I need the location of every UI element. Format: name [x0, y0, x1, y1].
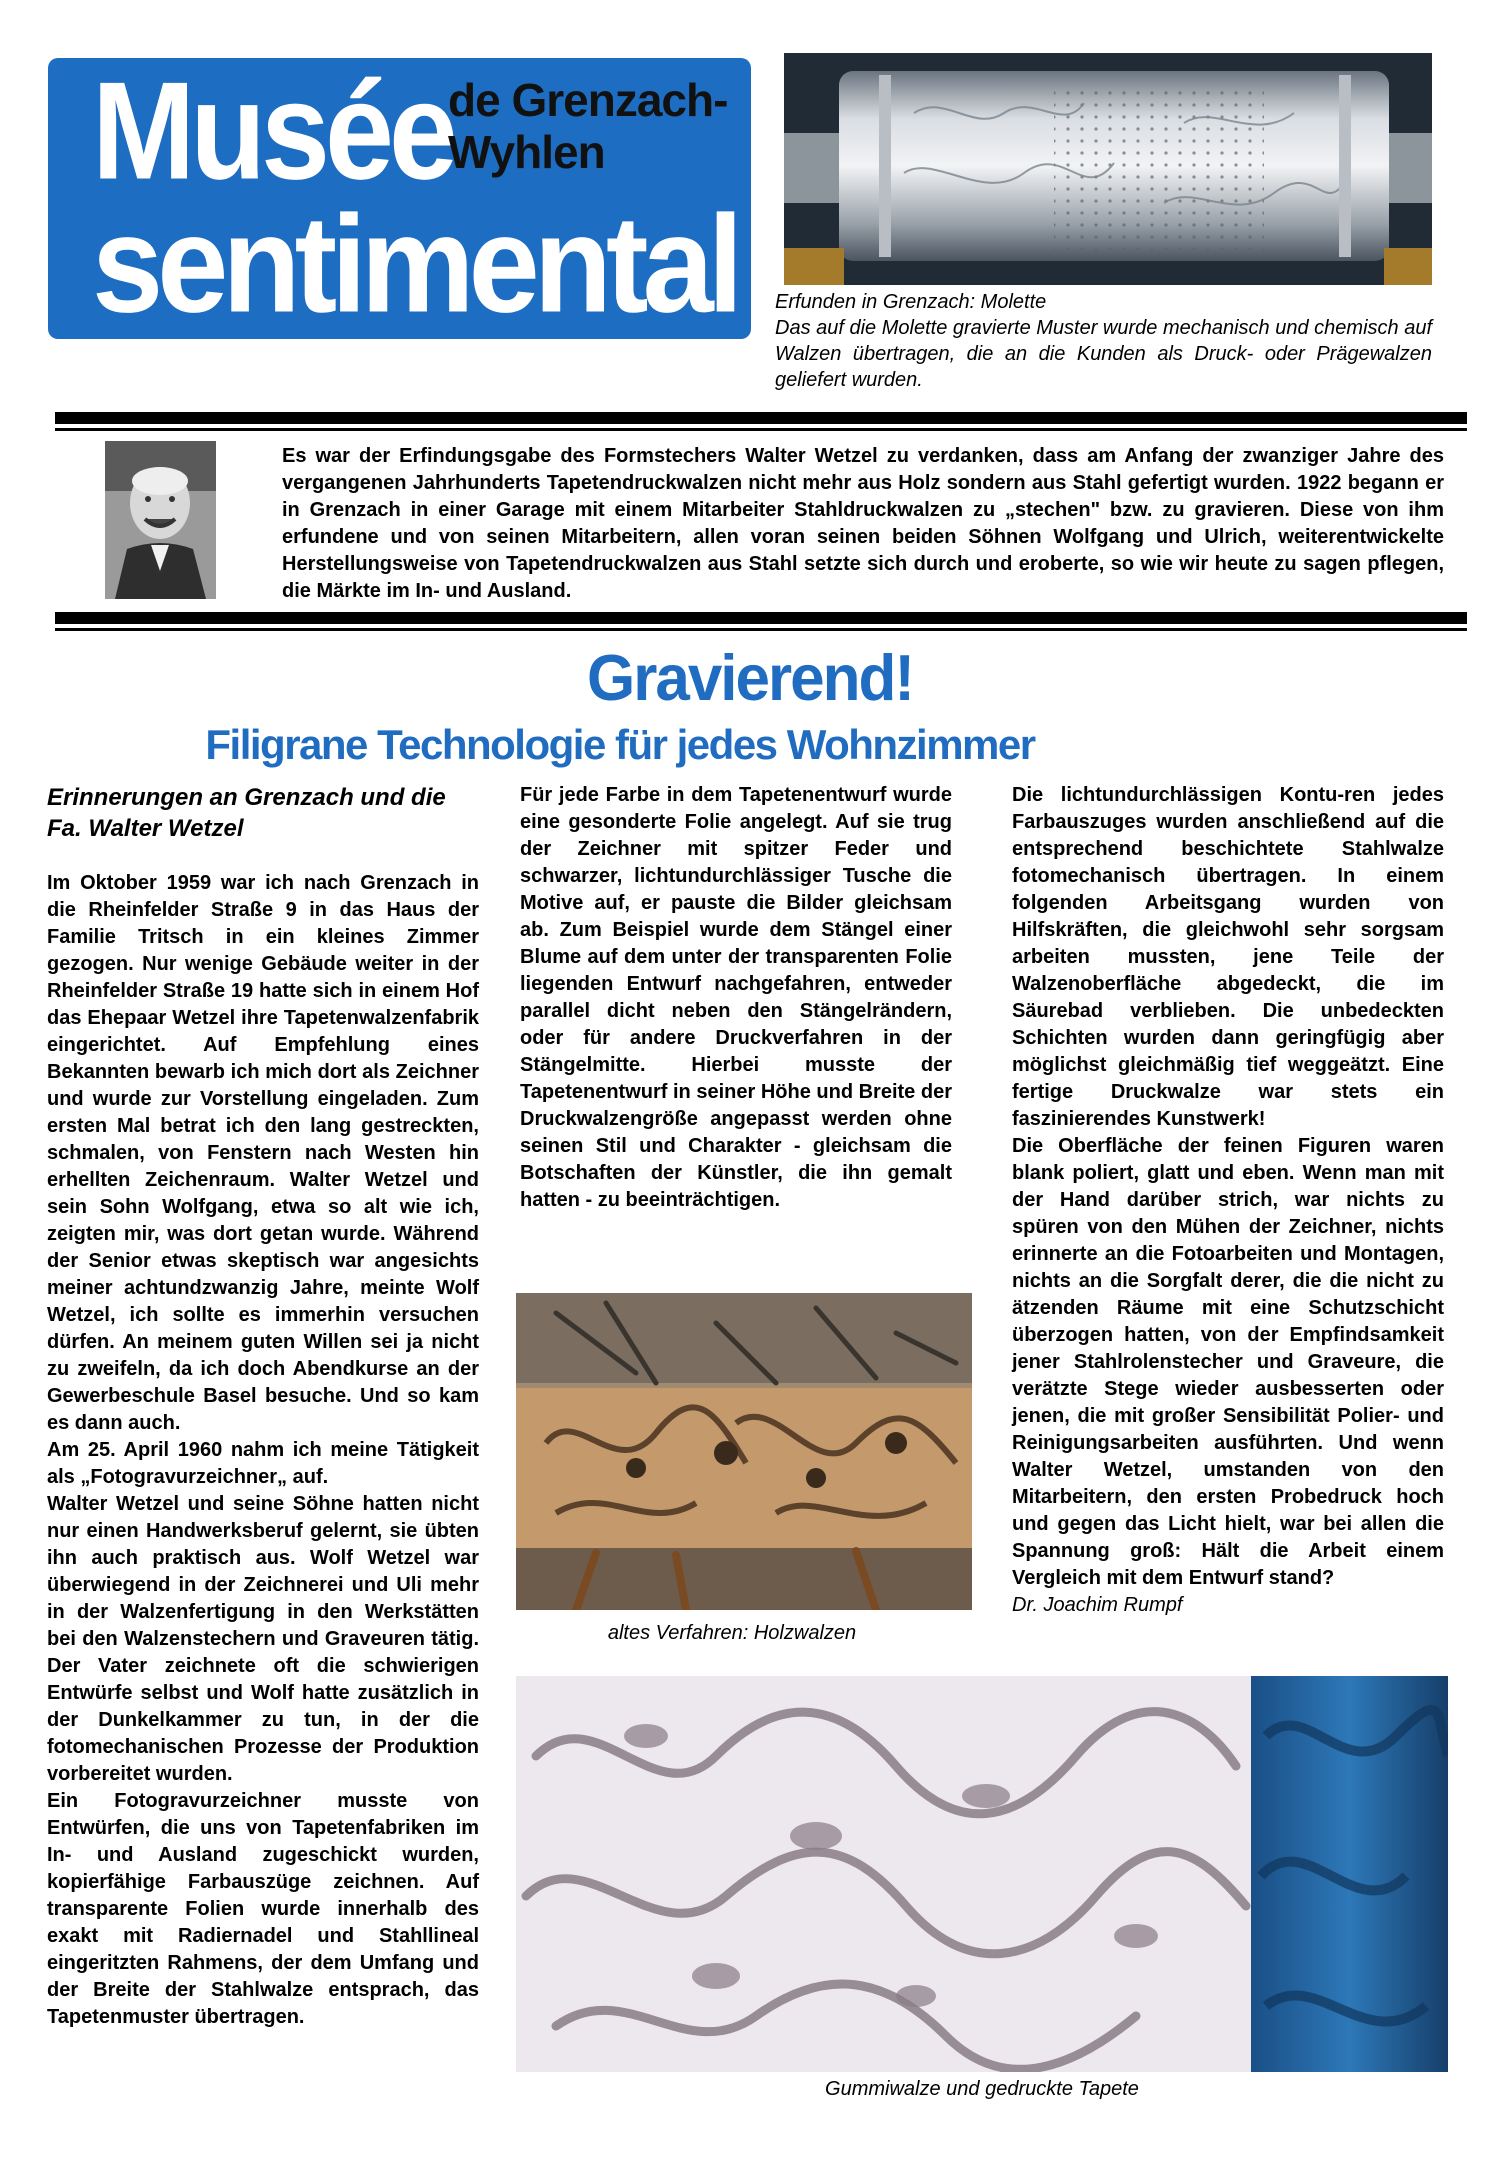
left-paragraph-2: Am 25. April 1960 nahm ich meine Tätigkeit als „Fotogravurzeichner„ auf.: [47, 1439, 479, 1488]
wooden-roller-photo: [516, 1293, 972, 1610]
middle-paragraph: Für jede Farbe in dem Tapetenentwurf wurde eine gesonderte Folie angelegt. Auf sie trug der Zeichner mit spitzer Feder und schwarzer, lichtundurchlässiger Tusche die Motive auf, er pauste die Bilder gleichsam ab. Zum Beispiel wurde dem Stängel einer Blume auf dem unter der transparenten Folie liegenden Entwurf nachgefahren, entweder parallel dicht neben den Stängelrändern, oder für andere Druckverfahren in der Stängelmitte. Hierbei musste der Tapetenentwurf in seiner Höhe und Breite der Druckwalzengröße angepasst werden ohne seinen Stil und Charakter - gleichsam die Botschaften der Künstler, die ihn gemalt hatten - zu beeinträchtigen.: [520, 784, 952, 1211]
left-paragraph-4: Ein Fotogravurzeichner musste von Entwürfen, die uns von Tapetenfabriken im In- und Ausland zugeschickt wurden, kopierfähige Farbauszüge zeichnen. Auf transparente Folien wurde innerhalb des exakt mit Radiernadel und Stahllineal eingeritzten Rahmens, der dem Umfang und der Breite der Stahlwalze entsprach, das Tapetenmuster übertragen.: [47, 1790, 479, 2028]
logo-musee-text: Musée: [92, 58, 453, 209]
author-name: Dr. Joachim Rumpf: [1012, 1594, 1183, 1616]
left-paragraph-1: Im Oktober 1959 war ich nach Grenzach in die Rheinfelder Straße 9 in das Haus der Familie Tritsch in ein kleines Zimmer gezogen. Nur wenige Gebäude weiter in der Rheinfelder Straße 19 hatte sich in einem Hof das Ehepaar Wetzel ihre Tapetenwalzenfabrik eingerichtet. Auf Empfehlung eines Bekannten bewarb ich mich dort als Zeichner und wurde zur Vorstellung eingeladen. Zum ersten Mal betrat ich den lang gestreckten, schmalen, von Fenstern nach Westen hin erhellten Zeichenraum. Walter Wetzel und sein Sohn Wolfgang, etwa so alt wie ich, zeigten mir, was dort getan wurde. Während der Senior etwas skeptisch war angesichts meiner achtundzwanzig Jahre, meinte Wolf Wetzel, ich sollte es immerhin versuchen dürfen. An meinem guten Willen sei ja nicht zu zweifeln, da ich doch Abendkurse an der Gewerbeschule Basel besuche. Und so kam es dann auch.: [47, 872, 479, 1434]
divider-top-thick: [55, 412, 1467, 424]
divider-top-thin: [55, 428, 1467, 431]
logo-grenzach-text: de Grenzach-: [448, 74, 728, 126]
molette-photo: [784, 53, 1432, 285]
walter-wetzel-portrait: [105, 441, 216, 599]
divider-bottom-thin: [55, 628, 1467, 631]
divider-bottom-thick: [55, 612, 1467, 624]
wooden-roller-caption: altes Verfahren: Holzwalzen: [607, 1622, 857, 1644]
rubber-roller-wallpaper-photo: [516, 1676, 1448, 2072]
right-paragraph-2: Die Oberfläche der feinen Figuren waren blank poliert, glatt und eben. Wenn man mit der Hand darüber strich, war nichts zu spüren von den Mühen der Zeichner, nichts erinnerte an die Fotoarbeiten und Montagen, nichts an die Sorgfalt derer, die die nicht zu ätzenden Räume mit eine Schutzschicht überzogen hatten, von der Empfindsamkeit jener Stahlrolenstecher und Graveure, die verätzte Stege wieder ausbesserten oder jenen, die mit großer Sensibilität Polier- und Reinigungsarbeiten ausführten. Und wenn Walter Wetzel, umstanden von den Mitarbeitern, den ersten Probedruck hoch und gegen das Licht hielt, war bei allen die Spannung groß: Hält die Arbeit einem Vergleich mit dem Entwurf stand?: [1012, 1135, 1444, 1589]
left-paragraph-3: Walter Wetzel und seine Söhne hatten nicht nur einen Handwerksberuf gelernt, sie übten ihn auch praktisch aus. Wolf Wetzel war überwiegend in der Zeichnerei und Uli mehr in der Walzenfertigung in den Werkstätten bei den Walzenstechern und Graveuren tätig. Der Vater zeichnete oft die schwierigen Entwürfe selbst und Wolf hatte zusätzlich in der Dunkelkammer zu tun, in der die fotomechanischen Prozesse der Produktion vorbereitet wurden.: [47, 1493, 479, 1785]
middle-column: [520, 782, 952, 1214]
logo-wyhlen-text: Wyhlen: [448, 126, 605, 178]
right-paragraph-1: Die lichtundurchlässigen Kontu-ren jedes Farbauszuges wurden anschließend auf die entsprechend beschichtete Stahlwalze fotomechanisch übertragen. In einem folgenden Arbeitsgang wurden von Hilfskräften, die gleichwohl sehr sorgsam arbeiten mussten, jene Teile der Walzenoberfläche abgedeckt, die im Säurebad verblieben. Die unbedeckten Schichten wurden dann geringfügig aber möglichst gleichmäßig tief weggeätzt. Eine fertige Druckwalze war stets ein faszinierendes Kunstwerk!: [1012, 784, 1444, 1130]
wallpaper-caption: Gummiwalze und gedruckte Tapete: [825, 2078, 1139, 2100]
left-column: [47, 782, 479, 2031]
molette-caption-text: Das auf die Molette gravierte Muster wurde mechanisch und chemisch auf Walzen übertragen, die an die Kunden als Druck- oder Prägewalzen geliefert wurden.: [775, 317, 1432, 391]
museum-logo: [48, 58, 751, 339]
headline-subtitle: Filigrane Technologie für jedes Wohnzimmer: [205, 721, 1035, 768]
logo-sentimental-text: sentimental: [92, 187, 738, 339]
right-column: [1012, 782, 1444, 1619]
molette-caption-title: Erfunden in Grenzach: Molette: [775, 291, 1047, 313]
intro-paragraph: Es war der Erfindungsgabe des Formstechers Walter Wetzel zu verdanken, dass am Anfang der zwanziger Jahre des vergangenen Jahrhunderts Tapetendruckwalzen nicht mehr aus Holz sondern aus Stahl gefertigt wurden. 1922 begann er in Grenzach in einer Garage mit einem Mitarbeiter Stahldruckwalzen zu „stechen" bzw. zu gravieren. Diese von ihm erfundene und von seinen Mitarbeitern, allen voran seinen beiden Söhnen Wolfgang und Ulrich, weiterentwickelte Herstellungsweise von Tapetendruckwalzen aus Stahl setzte sich durch und eroberte, so wie wir heute zu sagen pflegen, die Märkte im In- und Ausland.: [282, 445, 1444, 602]
molette-caption: [775, 289, 1432, 393]
memories-title: Erinnerungen an Grenzach und die Fa. Walter Wetzel: [47, 784, 446, 842]
headline-title: Gravierend!: [586, 642, 914, 715]
